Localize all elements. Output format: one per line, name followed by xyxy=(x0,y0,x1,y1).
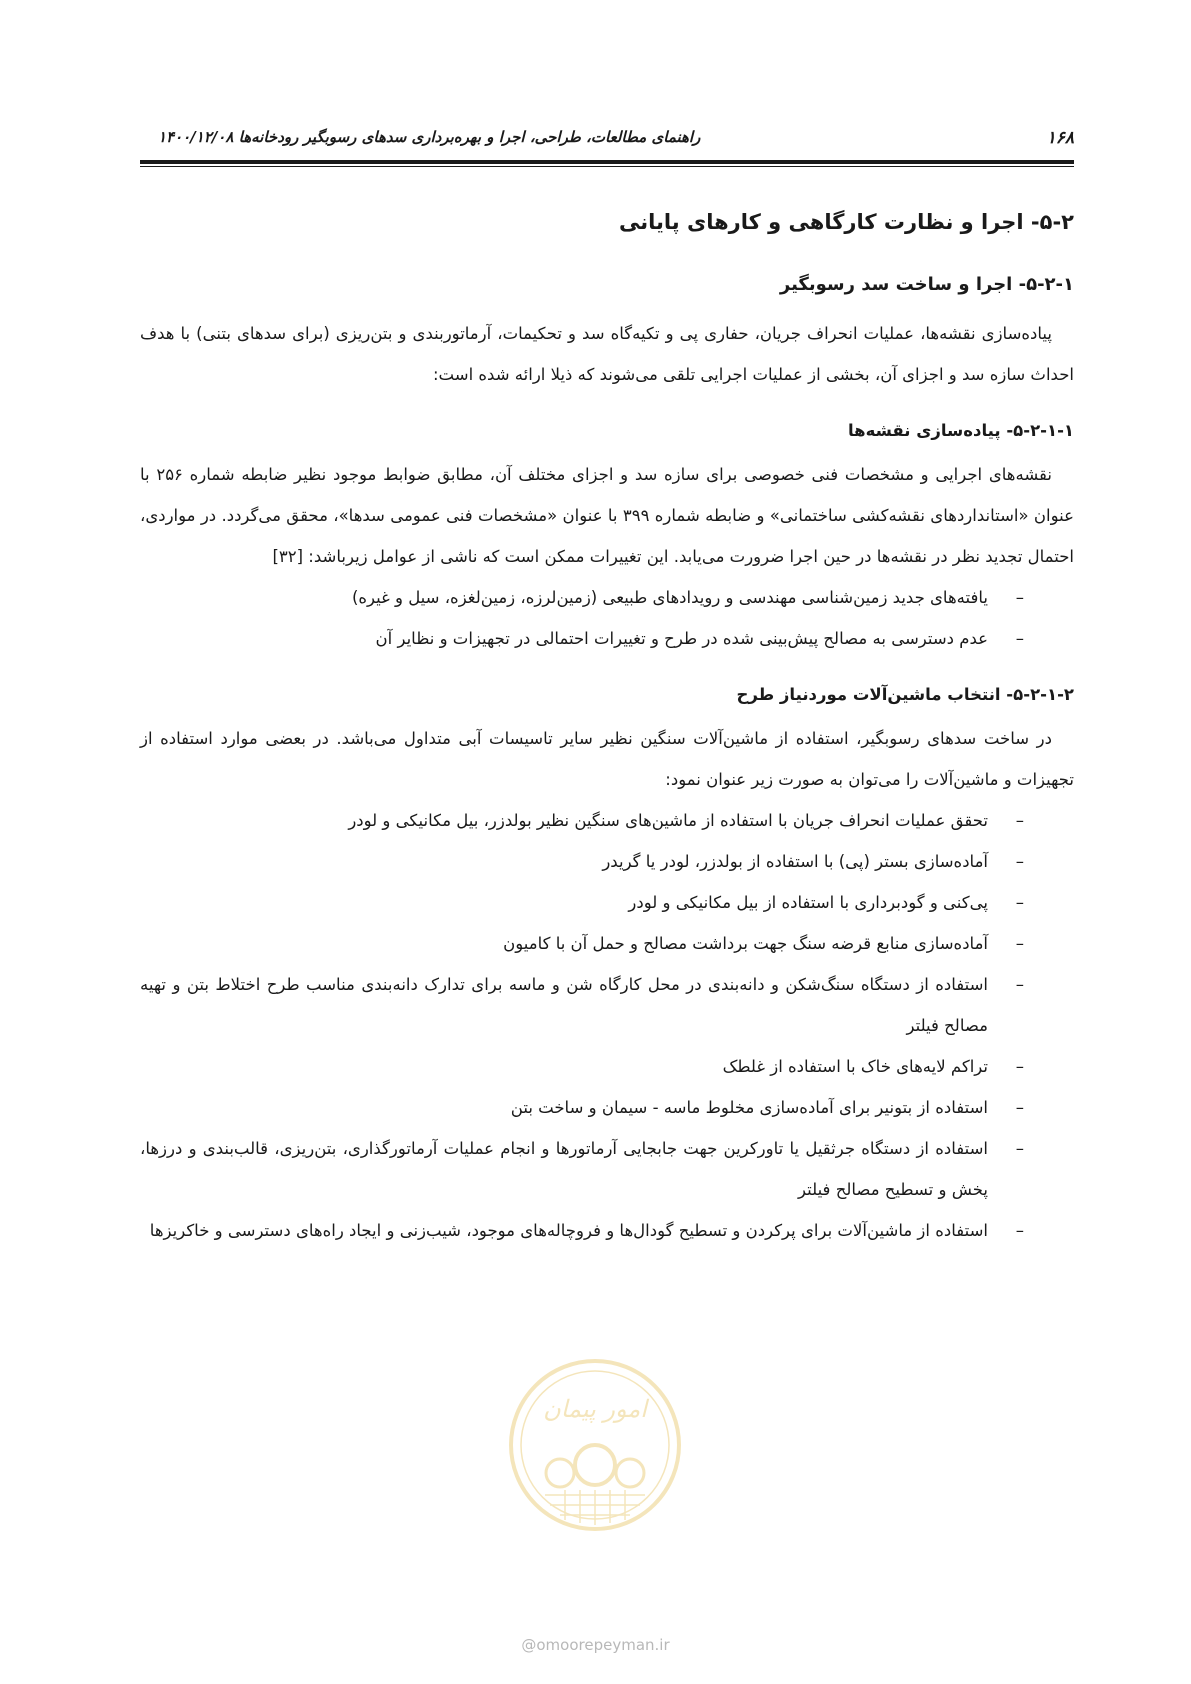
page-header xyxy=(140,124,1074,158)
running-title xyxy=(140,128,700,146)
dash-bullet: – xyxy=(1015,1139,1024,1158)
list-item: – آماده‌سازی بستر (پی) با استفاده از بولدزر، لودر یا گریدر xyxy=(140,841,1074,882)
dash-bullet: – xyxy=(1015,1098,1024,1117)
part1-list xyxy=(140,577,1074,659)
list-item: – تراکم لایه‌های خاک با استفاده از غلطک xyxy=(140,1046,1074,1087)
list-item: – استفاده از دستگاه سنگ‌شکن و دانه‌بندی در محل کارگاه شن و ماسه برای تدارک دانه‌بندی مناسب طرح اختلاط بتن و تهیه مصالح فیلتر xyxy=(140,964,1074,1046)
dash-bullet: – xyxy=(1015,893,1024,912)
list-item: – پی‌کنی و گودبرداری با استفاده از بیل مکانیکی و لودر xyxy=(140,882,1074,923)
list-item: – استفاده از بتونیر برای آماده‌سازی مخلوط ماسه - سیمان و ساخت بتن xyxy=(140,1087,1074,1128)
part2-list xyxy=(140,800,1074,1251)
list-item: – آماده‌سازی منابع قرضه سنگ جهت برداشت مصالح و حمل آن با کامیون xyxy=(140,923,1074,964)
dash-bullet: – xyxy=(1015,1221,1024,1240)
header-rule-thin xyxy=(140,166,1074,167)
subsection-title: ۵-۲-۱- اجرا و ساخت سد رسوبگیر xyxy=(779,274,1074,295)
list-item: – استفاده از دستگاه جرثقیل یا تاورکرین جهت جابجایی آرماتورها و انجام عملیات آرماتورگذاری، بتن‌ریزی، قالب‌بندی و درزها، پخش و تسطیح مصالح فیلتر xyxy=(140,1128,1074,1210)
dash-bullet: – xyxy=(1015,588,1024,607)
dash-bullet: – xyxy=(1015,975,1024,994)
section-title: ۵-۲- اجرا و نظارت کارگاهی و کارهای پایانی xyxy=(618,210,1074,234)
header-title: راهنمای مطالعات، طراحی، اجرا و بهره‌برداری سدهای رسوبگیر رودخانه‌ها xyxy=(238,128,701,146)
part1-title: ۵-۲-۱-۱- پیاده‌سازی نقشه‌ها xyxy=(847,421,1074,440)
watermark-site: @omoorepeyman.ir xyxy=(521,1636,670,1654)
dash-bullet: – xyxy=(1015,811,1024,830)
watermark-logo-icon xyxy=(505,1355,685,1535)
dash-bullet: – xyxy=(1015,852,1024,871)
dash-bullet: – xyxy=(1015,629,1024,648)
list-item: – عدم دسترسی به مصالح پیش‌بینی شده در طرح و تغییرات احتمالی در تجهیزات و نظایر آن xyxy=(140,618,1074,659)
page-number: ۱۶۸ xyxy=(1046,128,1074,148)
list-item: – استفاده از ماشین‌آلات برای پرکردن و تسطیح گودال‌ها و فروچاله‌های موجود، شیب‌زنی و ایجاد راه‌های دسترسی و خاکریزها xyxy=(140,1210,1074,1251)
list-item: – یافته‌های جدید زمین‌شناسی مهندسی و رویدادهای طبیعی (زمین‌لرزه، زمین‌لغزه، سیل و غیره) xyxy=(140,577,1074,618)
page-content xyxy=(140,210,1074,1251)
header-rule-thick xyxy=(140,160,1074,164)
subsection-intro: پیاده‌سازی نقشه‌ها، عملیات انحراف جریان، حفاری پی و تکیه‌گاه سد و تحکیمات، آرماتوربندی و بتن‌ریزی (برای سدهای بتنی) با هدف احداث سازه سد و اجزای آن، بخشی از عملیات اجرایی تلقی می‌شوند که ذیلا ارائه شده است: xyxy=(140,324,1074,384)
dash-bullet: – xyxy=(1015,1057,1024,1076)
part1-paragraph: نقشه‌های اجرایی و مشخصات فنی خصوصی برای سازه سد و اجزای مختلف آن، مطابق ضوابط موجود نظیر ضابطه شماره ۲۵۶ با عنوان «استانداردهای نقشه‌کشی ساختمانی» و ضابطه شماره ۳۹۹ با عنوان «مشخصات فنی عمومی سدها»، محقق می‌گردد. در مواردی، احتمال تجدید نظر در نقشه‌ها در حین اجرا ضرورت می‌یابد. این تغییرات ممکن است که ناشی از عوامل زیرباشد: [۳۲] xyxy=(140,465,1074,566)
part2-paragraph: در ساخت سدهای رسوبگیر، استفاده از ماشین‌آلات سنگین نظیر سایر تاسیسات آبی متداول می‌باشد. در بعضی موارد استفاده از تجهیزات و ماشین‌آلات را می‌توان به صورت زیر عنوان نمود: xyxy=(140,729,1074,789)
header-date: ۱۴۰۰/۱۲/۰۸ xyxy=(158,128,234,146)
part2-title: ۵-۲-۱-۲- انتخاب ماشین‌آلات موردنیاز طرح xyxy=(736,685,1074,704)
list-item: – تحقق عملیات انحراف جریان با استفاده از ماشین‌های سنگین نظیر بولدزر، بیل مکانیکی و لودر xyxy=(140,800,1074,841)
svg-text:امور پیمان: امور پیمان xyxy=(543,1395,647,1423)
dash-bullet: – xyxy=(1015,934,1024,953)
